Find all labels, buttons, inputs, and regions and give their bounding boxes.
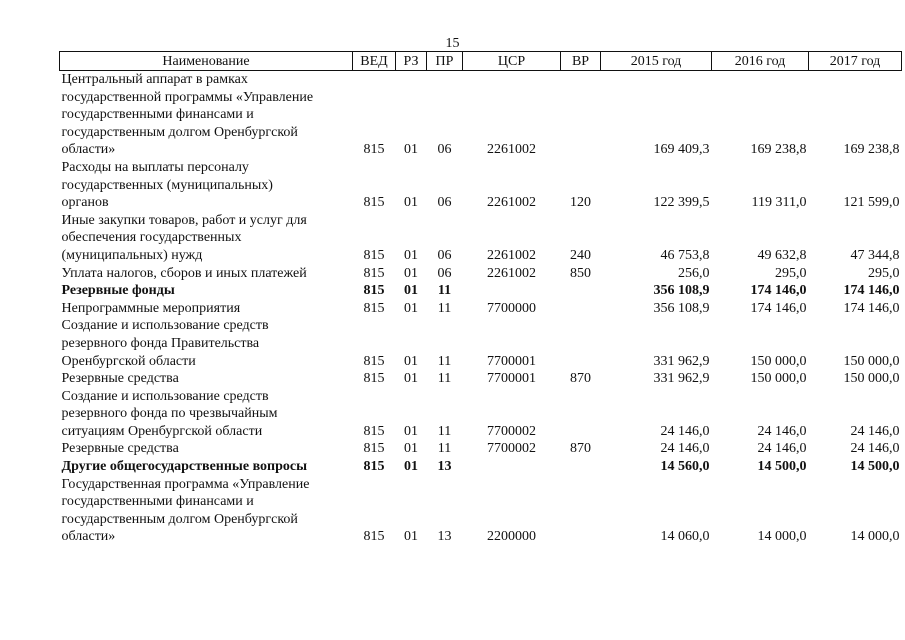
row-name-line: государственными финансами и bbox=[61, 107, 254, 123]
pr-cell: 13 bbox=[437, 459, 452, 475]
row-name-cell bbox=[60, 476, 353, 546]
amount-2016-cell: 14 500,0 bbox=[757, 459, 807, 475]
amount-2015-cell: 331 962,9 bbox=[653, 371, 710, 387]
row-name-line: Создание и использование средств bbox=[61, 318, 269, 334]
header-name: Наименование bbox=[60, 52, 353, 71]
table-row bbox=[60, 476, 902, 546]
row-name-line: Резервные средства bbox=[61, 441, 179, 457]
amount-2015-cell: 122 399,5 bbox=[653, 195, 710, 211]
pr-cell: 11 bbox=[437, 283, 452, 299]
row-name-line: Создание и использование средств bbox=[61, 388, 269, 404]
amount-2017-cell: 47 344,8 bbox=[850, 247, 900, 263]
row-name-line: (муниципальных) нужд bbox=[61, 247, 203, 263]
amount-2017-cell: 121 599,0 bbox=[843, 195, 900, 211]
table-row bbox=[60, 388, 902, 441]
pr-cell: 11 bbox=[437, 423, 452, 439]
rz-cell: 01 bbox=[404, 371, 418, 387]
row-name-line: резервного фонда Правительства bbox=[61, 335, 260, 351]
row-name-cell bbox=[60, 71, 353, 159]
row-name-cell bbox=[60, 388, 353, 441]
csr-cell: 7700001 bbox=[487, 353, 536, 369]
header-pr: ПР bbox=[427, 52, 463, 71]
vr-cell: 870 bbox=[570, 441, 591, 457]
vr-cell bbox=[561, 388, 601, 441]
amount-2015-cell: 24 146,0 bbox=[660, 423, 710, 439]
row-name-line: Центральный аппарат в рамках bbox=[61, 72, 248, 87]
ved-cell: 815 bbox=[363, 459, 385, 475]
row-name-cell bbox=[60, 458, 353, 476]
table-row bbox=[60, 159, 902, 212]
ved-cell: 815 bbox=[363, 142, 385, 158]
amount-2017-cell: 24 146,0 bbox=[850, 423, 900, 439]
row-name-cell bbox=[60, 282, 353, 300]
vr-cell: 850 bbox=[570, 265, 591, 281]
csr-cell: 2261002 bbox=[487, 142, 536, 158]
csr-cell bbox=[463, 458, 561, 476]
ved-cell: 815 bbox=[363, 529, 385, 545]
amount-2016-cell: 150 000,0 bbox=[750, 371, 807, 387]
amount-2016-cell: 169 238,8 bbox=[750, 142, 807, 158]
rz-cell: 01 bbox=[404, 423, 418, 439]
row-name-cell bbox=[60, 370, 353, 388]
amount-2017-cell: 150 000,0 bbox=[843, 371, 900, 387]
table-row bbox=[60, 71, 902, 159]
amount-2017-cell: 150 000,0 bbox=[843, 353, 900, 369]
amount-2016-cell: 119 311,0 bbox=[751, 195, 807, 211]
rz-cell: 01 bbox=[404, 142, 418, 158]
vr-cell bbox=[561, 458, 601, 476]
row-name-line: области» bbox=[61, 142, 116, 158]
ved-cell: 815 bbox=[363, 371, 385, 387]
pr-cell: 06 bbox=[437, 195, 452, 211]
header-2015: 2015 год bbox=[601, 52, 712, 71]
amount-2015-cell: 256,0 bbox=[678, 265, 710, 281]
row-name-line: Расходы на выплаты персоналу bbox=[61, 159, 249, 175]
table-row bbox=[60, 282, 902, 300]
amount-2017-cell: 14 000,0 bbox=[850, 529, 900, 545]
page-number: 15 bbox=[445, 36, 460, 51]
rz-cell: 01 bbox=[404, 300, 418, 316]
row-name-cell bbox=[60, 440, 353, 458]
ved-cell: 815 bbox=[363, 441, 385, 457]
rz-cell: 01 bbox=[404, 195, 418, 211]
row-name-line: органов bbox=[61, 195, 109, 211]
ved-cell: 815 bbox=[363, 247, 385, 263]
rz-cell: 01 bbox=[404, 283, 418, 299]
amount-2016-cell: 49 632,8 bbox=[757, 247, 807, 263]
vr-cell bbox=[561, 282, 601, 300]
csr-cell: 7700002 bbox=[487, 441, 536, 457]
vr-cell: 240 bbox=[570, 247, 591, 263]
row-name-line: государственной программы «Управление bbox=[61, 89, 314, 105]
pr-cell: 11 bbox=[437, 371, 452, 387]
row-name-line: Уплата налогов, сборов и иных платежей bbox=[61, 265, 307, 281]
vr-cell bbox=[561, 300, 601, 318]
header-csr: ЦСР bbox=[463, 52, 561, 71]
pr-cell: 06 bbox=[437, 142, 452, 158]
table-row bbox=[60, 440, 902, 458]
amount-2016-cell: 14 000,0 bbox=[757, 529, 807, 545]
vr-cell bbox=[561, 476, 601, 546]
header-2016: 2016 год bbox=[712, 52, 809, 71]
vr-cell: 870 bbox=[570, 371, 591, 387]
ved-cell: 815 bbox=[363, 195, 385, 211]
amount-2016-cell: 174 146,0 bbox=[750, 283, 807, 299]
ved-cell: 815 bbox=[363, 423, 385, 439]
row-name-line: ситуациям Оренбургской области bbox=[61, 423, 263, 439]
csr-cell bbox=[463, 282, 561, 300]
row-name-line: государственных (муниципальных) bbox=[61, 177, 273, 193]
header-ved: ВЕД bbox=[353, 52, 396, 71]
pr-cell: 11 bbox=[437, 353, 452, 369]
row-name-line: государственным долгом Оренбургской bbox=[61, 124, 298, 140]
budget-table bbox=[59, 51, 902, 546]
vr-cell bbox=[561, 71, 601, 159]
amount-2015-cell: 46 753,8 bbox=[660, 247, 710, 263]
csr-cell: 2261002 bbox=[487, 247, 536, 263]
header-vr: ВР bbox=[561, 52, 601, 71]
amount-2016-cell: 174 146,0 bbox=[750, 300, 807, 316]
table-row bbox=[60, 212, 902, 265]
row-name-line: Иные закупки товаров, работ и услуг для bbox=[61, 212, 307, 228]
header-rz: РЗ bbox=[396, 52, 427, 71]
amount-2017-cell: 174 146,0 bbox=[843, 300, 900, 316]
table-row bbox=[60, 300, 902, 318]
amount-2016-cell: 150 000,0 bbox=[750, 353, 807, 369]
amount-2017-cell: 174 146,0 bbox=[843, 283, 900, 299]
amount-2015-cell: 331 962,9 bbox=[653, 353, 710, 369]
rz-cell: 01 bbox=[404, 247, 418, 263]
csr-cell: 7700002 bbox=[487, 423, 536, 439]
pr-cell: 06 bbox=[437, 265, 452, 281]
ved-cell: 815 bbox=[363, 300, 385, 316]
pr-cell: 11 bbox=[437, 441, 452, 457]
row-name-cell bbox=[60, 159, 353, 212]
vr-cell: 120 bbox=[570, 195, 591, 211]
row-name-line: Государственная программа «Управление bbox=[61, 476, 310, 492]
row-name-cell bbox=[60, 265, 353, 283]
row-name-cell bbox=[60, 212, 353, 265]
row-name-line: государственным долгом Оренбургской bbox=[61, 511, 298, 527]
pr-cell: 13 bbox=[437, 529, 452, 545]
amount-2016-cell: 24 146,0 bbox=[757, 423, 807, 439]
rz-cell: 01 bbox=[404, 353, 418, 369]
rz-cell: 01 bbox=[404, 441, 418, 457]
table-row bbox=[60, 458, 902, 476]
amount-2017-cell: 24 146,0 bbox=[850, 441, 900, 457]
row-name-cell bbox=[60, 300, 353, 318]
table-row bbox=[60, 317, 902, 370]
csr-cell: 7700001 bbox=[487, 371, 536, 387]
row-name-line: Резервные средства bbox=[61, 371, 179, 387]
row-name-line: резервного фонда по чрезвычайным bbox=[61, 406, 278, 422]
row-name-line: обеспечения государственных bbox=[61, 230, 242, 246]
vr-cell bbox=[561, 317, 601, 370]
amount-2015-cell: 169 409,3 bbox=[653, 142, 710, 158]
row-name-line: области» bbox=[61, 529, 116, 545]
rz-cell: 01 bbox=[404, 265, 418, 281]
pr-cell: 06 bbox=[437, 247, 452, 263]
header-2017: 2017 год bbox=[809, 52, 902, 71]
csr-cell: 2261002 bbox=[487, 265, 536, 281]
ved-cell: 815 bbox=[363, 283, 385, 299]
amount-2016-cell: 295,0 bbox=[775, 265, 807, 281]
amount-2015-cell: 14 060,0 bbox=[660, 529, 710, 545]
row-name-line: Резервные фонды bbox=[61, 283, 175, 299]
amount-2017-cell: 169 238,8 bbox=[843, 142, 900, 158]
row-name-cell bbox=[60, 317, 353, 370]
rz-cell: 01 bbox=[404, 529, 418, 545]
ved-cell: 815 bbox=[363, 353, 385, 369]
header-row bbox=[60, 52, 902, 71]
csr-cell: 2200000 bbox=[487, 529, 536, 545]
ved-cell: 815 bbox=[363, 265, 385, 281]
amount-2017-cell: 14 500,0 bbox=[850, 459, 900, 475]
row-name-line: Непрограммные мероприятия bbox=[61, 300, 241, 316]
row-name-line: государственными финансами и bbox=[61, 494, 254, 510]
amount-2015-cell: 356 108,9 bbox=[653, 300, 710, 316]
csr-cell: 7700000 bbox=[487, 300, 536, 316]
csr-cell: 2261002 bbox=[487, 195, 536, 211]
amount-2017-cell: 295,0 bbox=[868, 265, 900, 281]
table-row bbox=[60, 370, 902, 388]
amount-2015-cell: 14 560,0 bbox=[660, 459, 710, 475]
table-row bbox=[60, 265, 902, 283]
row-name-line: Оренбургской области bbox=[61, 353, 196, 369]
amount-2016-cell: 24 146,0 bbox=[757, 441, 807, 457]
amount-2015-cell: 356 108,9 bbox=[653, 283, 710, 299]
row-name-line: Другие общегосударственные вопросы bbox=[61, 459, 308, 475]
rz-cell: 01 bbox=[404, 459, 418, 475]
amount-2015-cell: 24 146,0 bbox=[660, 441, 710, 457]
pr-cell: 11 bbox=[437, 300, 452, 316]
